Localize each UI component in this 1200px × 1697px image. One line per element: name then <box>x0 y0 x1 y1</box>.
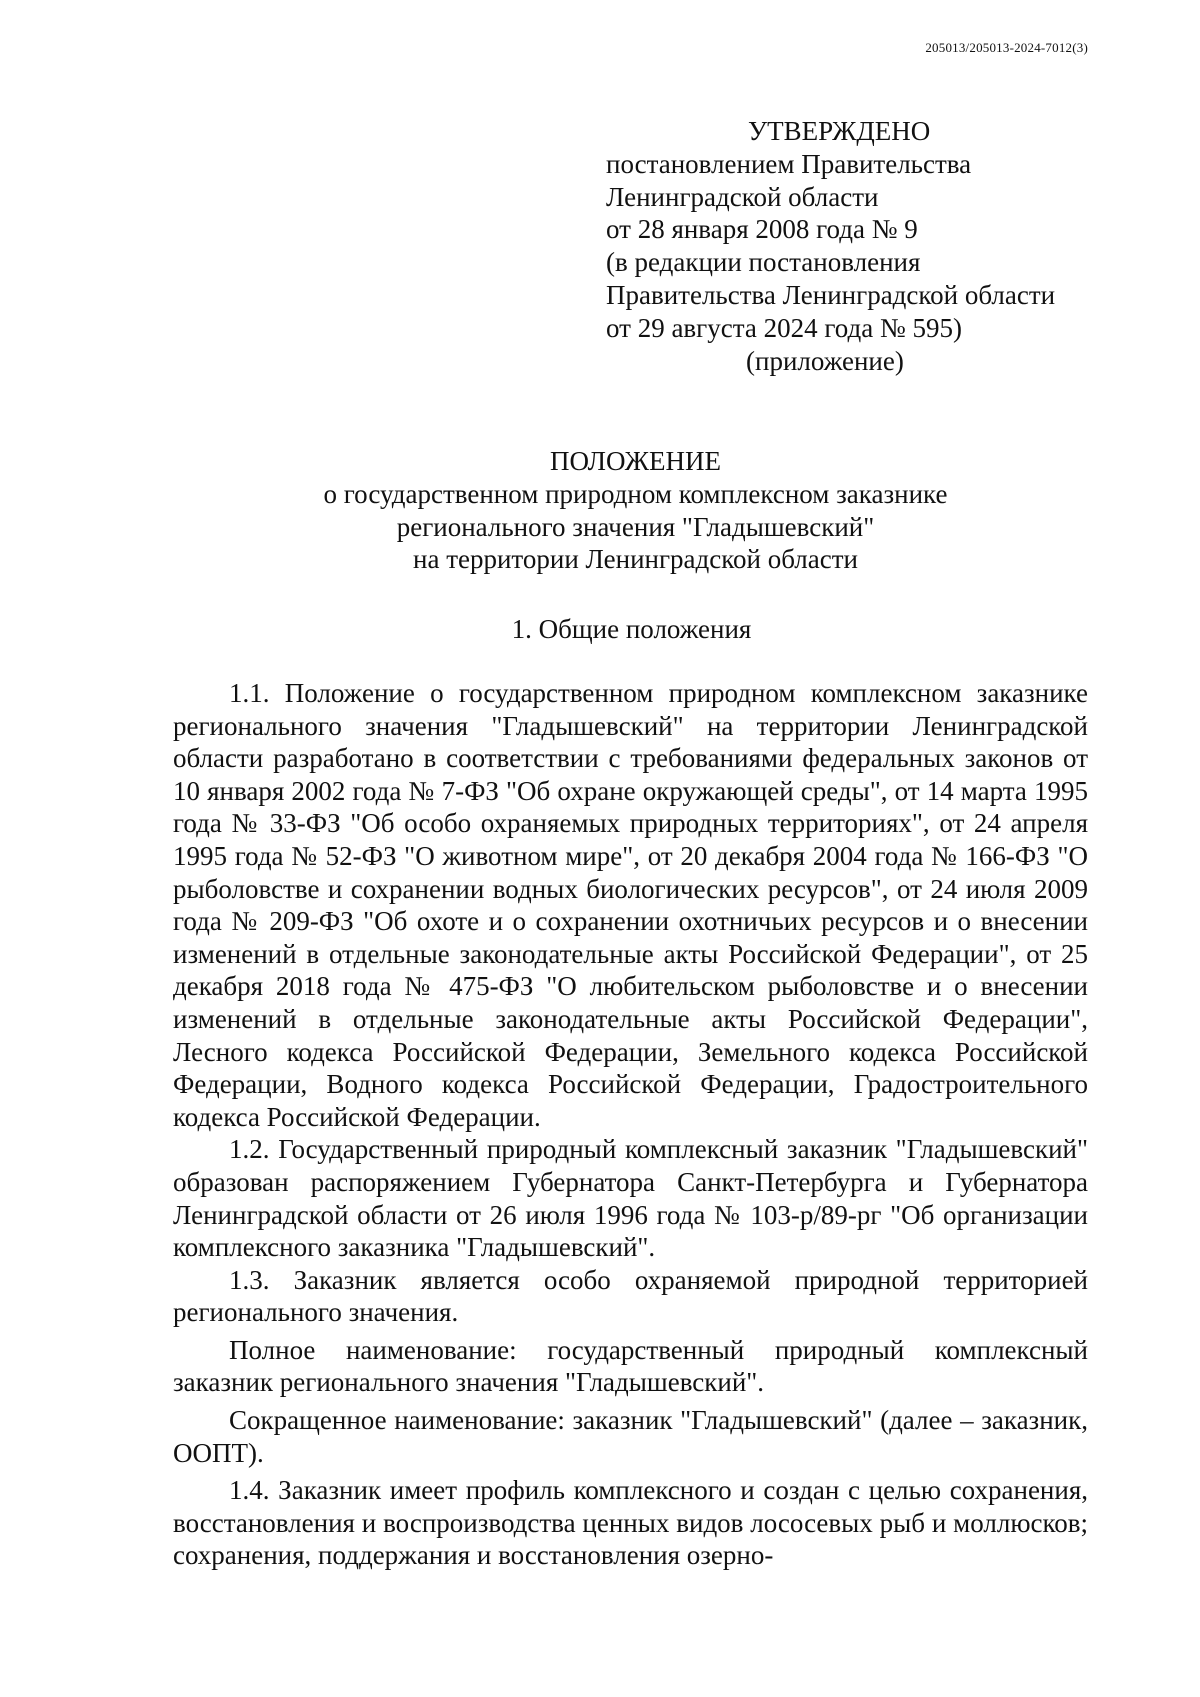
title-line: на территории Ленинградской области <box>413 544 858 575</box>
approval-stamp <box>606 115 1126 377</box>
paragraph-full-name: Полное наименование: государственный природный комплексный заказник регионального значения "Гладышевский". <box>173 1334 1088 1398</box>
approval-note: (приложение) <box>746 345 904 376</box>
paragraph-1-4: 1.4. Заказник имеет профиль комплексного и создан с целью сохранения, восстановления и воспроизводства ценных видов лососевых рыб и моллюсков; сохранения, поддержания и восстановления озерно- <box>173 1475 1088 1571</box>
paragraph-1-3: 1.3. Заказник является особо охраняемой природной территорией регионального значения. <box>173 1264 1088 1328</box>
title-line: о государственном природном комплексном заказнике <box>323 478 948 509</box>
approval-line: Ленинградской области <box>606 181 879 212</box>
approval-line: Правительства Ленинградской области <box>606 279 1056 310</box>
section-heading: 1. Общие положения <box>511 614 752 644</box>
approval-line: от 28 января 2008 года № 9 <box>606 214 918 245</box>
approval-line: постановлением Правительства <box>606 148 972 179</box>
title-heading: ПОЛОЖЕНИЕ <box>550 446 721 476</box>
approval-line: от 29 августа 2024 года № 595) <box>606 312 962 343</box>
document-body <box>173 677 1088 1572</box>
paragraph-1-2: 1.2. Государственный природный комплексный заказник "Гладышевский" образован распоряжением Губернатора Санкт-Петербурга и Губернатора Ленинградской области от 26 июля 1996 года № 103-р/89-рг "Об организации комплексного заказника "Гладышевский". <box>173 1134 1088 1263</box>
paragraph-short-name: Сокращенное наименование: заказник "Гладышевский" (далее – заказник, ООПТ). <box>173 1405 1088 1468</box>
document-title <box>0 445 1200 576</box>
title-line: регионального значения "Гладышевский" <box>396 511 875 542</box>
document-number: 205013/205013-2024-7012(3) <box>925 40 1088 55</box>
approval-title: УТВЕРЖДЕНО <box>748 116 931 146</box>
approval-line: (в редакции постановления <box>606 247 921 278</box>
paragraph-1-1: 1.1. Положение о государственном природном комплексном заказнике регионального значения "Гладышевский" на территории Ленинградской области разработано в соответствии с требованиями федеральных законов от 10 января 2002 года № 7-ФЗ "Об охране окружающей среды", от 14 марта 1995 года № 33-ФЗ "Об особо охраняемых природных территориях", от 24 апреля 1995 года № 52-ФЗ "О животном мире", от 20 декабря 2004 года № 166-ФЗ "О рыболовстве и сохранении водных биологических ресурсов", от 24 июля 2009 года № 209-ФЗ "Об охоте и о сохранении охотничьих ресурсов и о внесении изменений в отдельные законодательные акты Российской Федерации", от 25 декабря 2018 года № 475-ФЗ "О любительском рыболовстве и о внесении изменений в отдельные законодательные акты Российской Федерации", Лесного кодекса Российской Федерации, Земельного кодекса Российской Федерации, Водного кодекса Российской Федерации, Градостроительного кодекса Российской Федерации. <box>173 678 1088 1132</box>
